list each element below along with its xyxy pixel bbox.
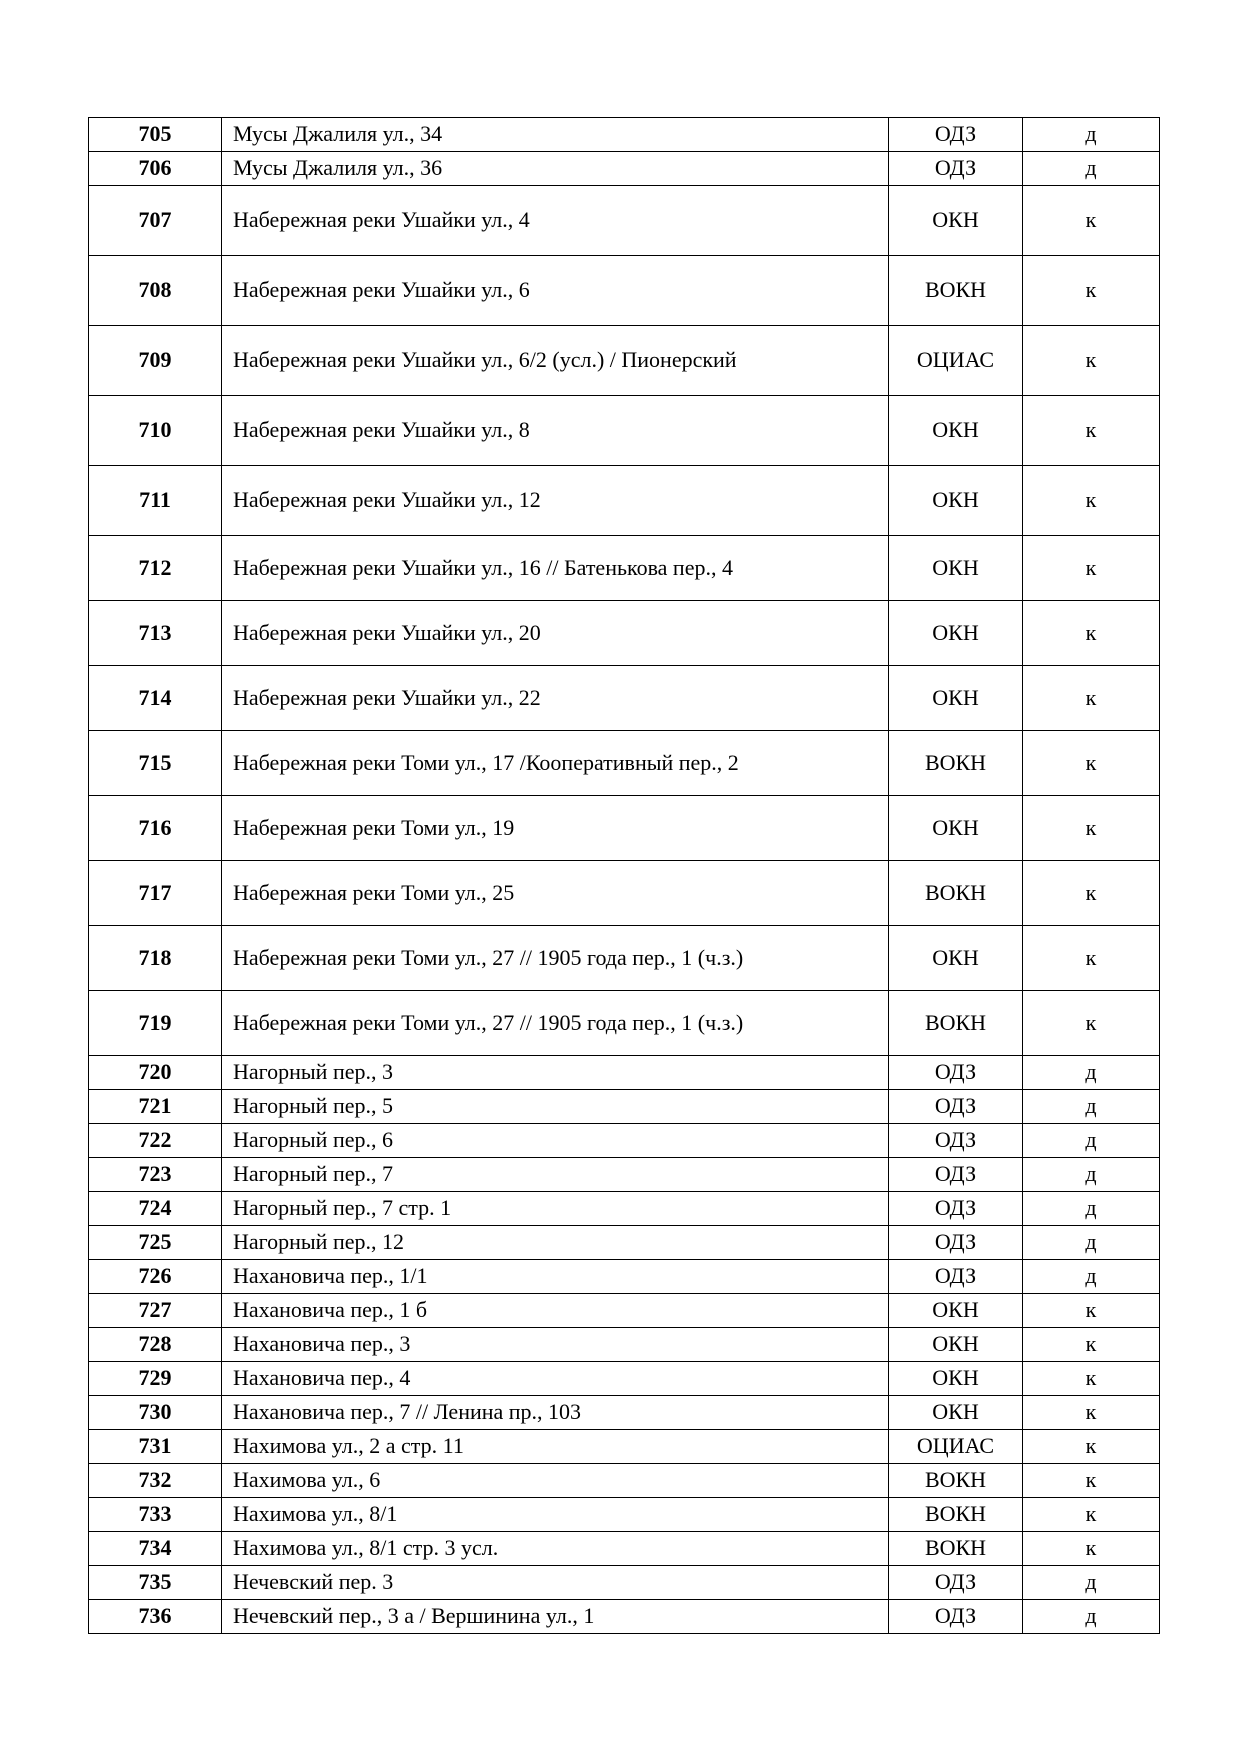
row-address: Нахановича пер., 7 // Ленина пр., 103 (222, 1396, 889, 1430)
row-type: к (1023, 1430, 1160, 1464)
row-number: 710 (89, 396, 222, 466)
row-address: Набережная реки Ушайки ул., 6/2 (усл.) / Пионерский (222, 326, 889, 396)
row-category: ВОКН (889, 1464, 1023, 1498)
row-category: ОДЗ (889, 1260, 1023, 1294)
row-type: д (1023, 1056, 1160, 1090)
row-category: ОКН (889, 536, 1023, 601)
row-type: к (1023, 396, 1160, 466)
row-number: 727 (89, 1294, 222, 1328)
row-type: к (1023, 1498, 1160, 1532)
row-type: д (1023, 1124, 1160, 1158)
row-type: к (1023, 1532, 1160, 1566)
row-address: Нагорный пер., 6 (222, 1124, 889, 1158)
row-type: д (1023, 1192, 1160, 1226)
row-type: д (1023, 1090, 1160, 1124)
row-number: 734 (89, 1532, 222, 1566)
row-category: ОДЗ (889, 1090, 1023, 1124)
table-row (89, 396, 1160, 466)
row-type: к (1023, 1294, 1160, 1328)
row-category: ОКН (889, 186, 1023, 256)
row-category: ВОКН (889, 256, 1023, 326)
row-category: ОКН (889, 926, 1023, 991)
row-address: Нахимова ул., 8/1 стр. 3 усл. (222, 1532, 889, 1566)
row-number: 721 (89, 1090, 222, 1124)
row-address: Нахимова ул., 2 а стр. 11 (222, 1430, 889, 1464)
row-address: Набережная реки Томи ул., 27 // 1905 года пер., 1 (ч.з.) (222, 926, 889, 991)
row-category: ОДЗ (889, 1226, 1023, 1260)
row-number: 717 (89, 861, 222, 926)
row-category: ОДЗ (889, 152, 1023, 186)
row-category: ОДЗ (889, 1600, 1023, 1634)
row-type: к (1023, 601, 1160, 666)
row-category: ВОКН (889, 991, 1023, 1056)
row-type: к (1023, 1328, 1160, 1362)
table-row (89, 1396, 1160, 1430)
table-row (89, 991, 1160, 1056)
row-type: д (1023, 1260, 1160, 1294)
row-type: д (1023, 1600, 1160, 1634)
row-number: 712 (89, 536, 222, 601)
row-type: к (1023, 731, 1160, 796)
table-row (89, 1430, 1160, 1464)
row-category: ОЦИАС (889, 1430, 1023, 1464)
row-address: Набережная реки Томи ул., 25 (222, 861, 889, 926)
row-number: 725 (89, 1226, 222, 1260)
row-number: 731 (89, 1430, 222, 1464)
table-row (89, 666, 1160, 731)
row-number: 722 (89, 1124, 222, 1158)
table-row (89, 1192, 1160, 1226)
row-address: Мусы Джалиля ул., 36 (222, 152, 889, 186)
row-number: 709 (89, 326, 222, 396)
row-type: к (1023, 466, 1160, 536)
row-category: ОДЗ (889, 1566, 1023, 1600)
table-row (89, 731, 1160, 796)
row-number: 726 (89, 1260, 222, 1294)
table-row (89, 536, 1160, 601)
row-number: 724 (89, 1192, 222, 1226)
row-category: ВОКН (889, 1498, 1023, 1532)
row-type: к (1023, 666, 1160, 731)
row-address: Нахановича пер., 4 (222, 1362, 889, 1396)
row-address: Нечевский пер., 3 а / Вершинина ул., 1 (222, 1600, 889, 1634)
row-category: ОКН (889, 796, 1023, 861)
row-number: 711 (89, 466, 222, 536)
row-number: 714 (89, 666, 222, 731)
row-number: 716 (89, 796, 222, 861)
row-number: 730 (89, 1396, 222, 1430)
table-row (89, 1464, 1160, 1498)
row-number: 733 (89, 1498, 222, 1532)
table-row (89, 796, 1160, 861)
table-row (89, 1362, 1160, 1396)
row-category: ОКН (889, 396, 1023, 466)
row-category: ОЦИАС (889, 326, 1023, 396)
row-type: д (1023, 1566, 1160, 1600)
row-address: Нахимова ул., 8/1 (222, 1498, 889, 1532)
row-number: 729 (89, 1362, 222, 1396)
row-address: Нахановича пер., 3 (222, 1328, 889, 1362)
table-row (89, 926, 1160, 991)
row-type: к (1023, 861, 1160, 926)
row-address: Нагорный пер., 7 стр. 1 (222, 1192, 889, 1226)
row-type: к (1023, 796, 1160, 861)
table-row (89, 152, 1160, 186)
row-type: к (1023, 1362, 1160, 1396)
row-address: Набережная реки Томи ул., 19 (222, 796, 889, 861)
row-category: ОКН (889, 1396, 1023, 1430)
row-address: Нахановича пер., 1/1 (222, 1260, 889, 1294)
row-type: к (1023, 256, 1160, 326)
row-address: Набережная реки Ушайки ул., 20 (222, 601, 889, 666)
row-number: 707 (89, 186, 222, 256)
row-type: к (1023, 991, 1160, 1056)
row-address: Набережная реки Ушайки ул., 12 (222, 466, 889, 536)
row-number: 713 (89, 601, 222, 666)
table-row (89, 1260, 1160, 1294)
row-type: к (1023, 1396, 1160, 1430)
table-row (89, 118, 1160, 152)
row-type: к (1023, 186, 1160, 256)
row-address: Набережная реки Ушайки ул., 16 // Батенькова пер., 4 (222, 536, 889, 601)
row-number: 735 (89, 1566, 222, 1600)
row-type: д (1023, 1158, 1160, 1192)
row-address: Набережная реки Ушайки ул., 8 (222, 396, 889, 466)
row-category: ОДЗ (889, 1056, 1023, 1090)
table-row (89, 186, 1160, 256)
row-number: 718 (89, 926, 222, 991)
row-category: ОКН (889, 601, 1023, 666)
row-category: ОКН (889, 666, 1023, 731)
row-category: ОДЗ (889, 1124, 1023, 1158)
table-row (89, 1294, 1160, 1328)
objects-table-body (89, 118, 1160, 1634)
table-row (89, 1090, 1160, 1124)
row-address: Нечевский пер. 3 (222, 1566, 889, 1600)
row-number: 705 (89, 118, 222, 152)
row-category: ВОКН (889, 731, 1023, 796)
row-number: 732 (89, 1464, 222, 1498)
row-address: Нахановича пер., 1 б (222, 1294, 889, 1328)
row-number: 720 (89, 1056, 222, 1090)
objects-table (88, 117, 1160, 1634)
table-row (89, 1158, 1160, 1192)
row-category: ОКН (889, 1362, 1023, 1396)
row-type: д (1023, 152, 1160, 186)
row-address: Набережная реки Ушайки ул., 4 (222, 186, 889, 256)
row-category: ОКН (889, 466, 1023, 536)
row-category: ОДЗ (889, 118, 1023, 152)
table-row (89, 1498, 1160, 1532)
row-type: к (1023, 536, 1160, 601)
row-category: ВОКН (889, 861, 1023, 926)
table-row (89, 1124, 1160, 1158)
table-row (89, 1532, 1160, 1566)
table-row (89, 256, 1160, 326)
table-row (89, 1056, 1160, 1090)
row-type: к (1023, 926, 1160, 991)
table-row (89, 1600, 1160, 1634)
row-type: д (1023, 118, 1160, 152)
table-row (89, 1328, 1160, 1362)
row-number: 708 (89, 256, 222, 326)
row-number: 728 (89, 1328, 222, 1362)
row-address: Нагорный пер., 5 (222, 1090, 889, 1124)
table-row (89, 326, 1160, 396)
row-address: Нагорный пер., 3 (222, 1056, 889, 1090)
table-row (89, 466, 1160, 536)
table-row (89, 861, 1160, 926)
row-address: Набережная реки Томи ул., 17 /Кооперативный пер., 2 (222, 731, 889, 796)
row-address: Нагорный пер., 12 (222, 1226, 889, 1260)
row-category: ВОКН (889, 1532, 1023, 1566)
row-number: 715 (89, 731, 222, 796)
table-row (89, 1226, 1160, 1260)
row-number: 736 (89, 1600, 222, 1634)
row-address: Нахимова ул., 6 (222, 1464, 889, 1498)
row-type: д (1023, 1226, 1160, 1260)
row-address: Набережная реки Ушайки ул., 22 (222, 666, 889, 731)
table-row (89, 601, 1160, 666)
row-number: 706 (89, 152, 222, 186)
row-category: ОДЗ (889, 1158, 1023, 1192)
row-address: Мусы Джалиля ул., 34 (222, 118, 889, 152)
row-category: ОДЗ (889, 1192, 1023, 1226)
row-number: 723 (89, 1158, 222, 1192)
row-category: ОКН (889, 1294, 1023, 1328)
row-type: к (1023, 326, 1160, 396)
row-address: Нагорный пер., 7 (222, 1158, 889, 1192)
row-number: 719 (89, 991, 222, 1056)
row-address: Набережная реки Томи ул., 27 // 1905 года пер., 1 (ч.з.) (222, 991, 889, 1056)
table-row (89, 1566, 1160, 1600)
row-category: ОКН (889, 1328, 1023, 1362)
row-type: к (1023, 1464, 1160, 1498)
row-address: Набережная реки Ушайки ул., 6 (222, 256, 889, 326)
